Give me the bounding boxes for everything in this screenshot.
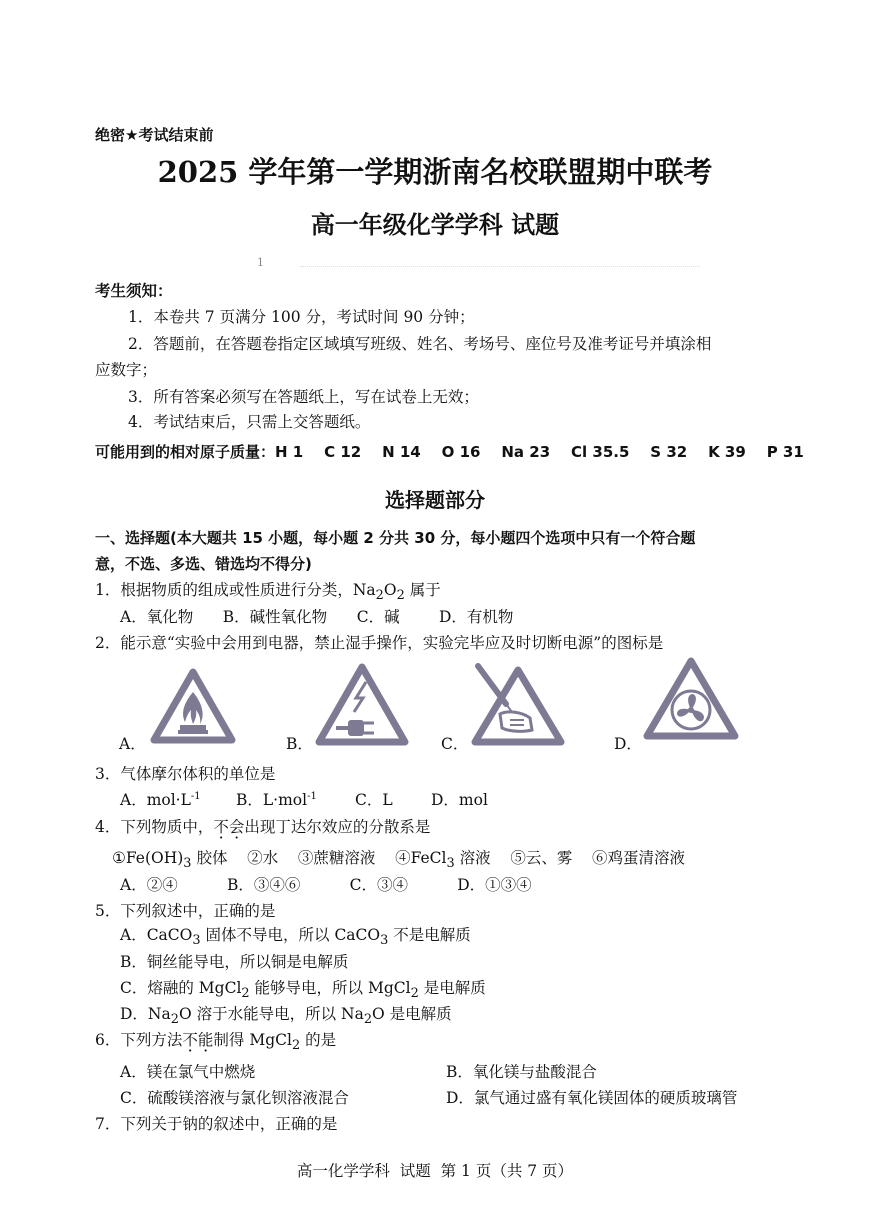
- question-1-options: A．氧化物 B．碱性氧化物 C．碱 D．有机物: [120, 608, 514, 626]
- electric-plug-hazard-icon: [314, 662, 410, 748]
- question-6-option-d: D．氯气通过盛有氧化镁固体的硬质玻璃管: [446, 1089, 738, 1107]
- question-3-option-b: B．L·mol$^{-1}$: [236, 790, 317, 809]
- exhaust-fan-hazard-icon: [642, 656, 740, 742]
- question-3-option-d: D．mol: [431, 791, 488, 809]
- question-6-option-c: C．硫酸镁溶液与氯化钡溶液混合: [120, 1089, 349, 1107]
- tick-mark: 1: [257, 256, 264, 269]
- question-4-stem: 4．下列物质中，不会出现丁达尔效应的分散系是: [95, 818, 431, 836]
- page-footer: 高一化学学科 试题 第 1 页（共 7 页）: [296, 1162, 574, 1180]
- section-title: 选择题部分: [385, 488, 485, 512]
- question-2-label-b: B．: [286, 735, 313, 753]
- question-2-stem: 2．能示意“实验中会用到电器，禁止湿手操作，实验完毕应及时切断电源”的图标是: [95, 634, 664, 652]
- part1-heading-line1: 一、选择题(本大题共 15 小题，每小题 2 分共 30 分，每小题四个选项中只有一个符合题: [95, 529, 696, 547]
- notice-item-1: 1．本卷共 7 页满分 100 分，考试时间 90 分钟；: [128, 308, 475, 326]
- question-4-options: A．②④ B．③④⑥ C．③④ D．①③④: [120, 876, 532, 894]
- question-3-option-c: C．L: [355, 791, 393, 809]
- question-3-stem: 3．气体摩尔体积的单位是: [95, 765, 276, 783]
- question-6-option-a: A．镁在氯气中燃烧: [120, 1063, 256, 1081]
- sharp-object-hazard-icon: [470, 662, 566, 748]
- flame-hazard-icon: [150, 668, 236, 746]
- atomic-masses: 可能用到的相对原子质量：H 1 C 12 N 14 O 16 Na 23 Cl 35.5 S 32 K 39 P 31: [95, 443, 804, 461]
- question-2-label-a: A．: [119, 735, 146, 753]
- question-6-stem: 6．下列方法不能制得 MgCl$_2$ 的是: [95, 1031, 337, 1054]
- question-5-option-b: B．铜丝能导电，所以铜是电解质: [120, 953, 349, 971]
- question-1-stem: 1．根据物质的组成或性质进行分类，$Na_2O_2$ 属于: [95, 581, 441, 604]
- question-5-option-a: A．CaCO$_3$ 固体不导电，所以 CaCO$_3$ 不是电解质: [120, 926, 471, 949]
- notice-item-3: 3．所有答案必须写在答题纸上，写在试卷上无效；: [128, 388, 479, 406]
- notice-heading: 考生须知：: [95, 282, 173, 300]
- notice-item-2: 2．答题前，在答题卷指定区域填写班级、姓名、考场号、座位号及准考证号并填涂相: [128, 335, 712, 353]
- question-3-option-a: A．$mol\cdot L^{-1}$: [120, 790, 201, 809]
- exam-subtitle: 高一年级化学学科 试题: [310, 210, 560, 239]
- confidential-mark: 绝密★考试结束前: [95, 126, 214, 144]
- question-6-option-b: B．氧化镁与盐酸混合: [446, 1063, 597, 1081]
- part1-heading-line2: 意，不选、多选、错选均不得分): [95, 555, 312, 573]
- question-5-stem: 5．下列叙述中，正确的是: [95, 902, 276, 920]
- question-2-label-d: D．: [614, 735, 642, 753]
- question-5-option-d: D．$Na_2O$ 溶于水能导电，所以 $Na_2O$ 是电解质: [120, 1005, 452, 1028]
- question-7-stem: 7．下列关于钠的叙述中，正确的是: [95, 1115, 338, 1133]
- notice-item-4: 4．考试结束后，只需上交答题纸。: [128, 413, 371, 431]
- question-2-label-c: C．: [441, 735, 469, 753]
- notice-item-2-cont: 应数字；: [95, 361, 158, 379]
- question-5-option-c: C．熔融的 MgCl$_2$ 能够导电，所以 MgCl$_2$ 是电解质: [120, 979, 486, 1002]
- exam-title: 2025 学年第一学期浙南名校联盟期中联考: [157, 155, 713, 189]
- faint-divider: [300, 266, 700, 267]
- question-4-items: $①Fe(OH)_3$ 胶体 ②水 ③蔗糖溶液 ④FeCl$_3$ 溶液 ⑤云、雾 ⑥鸡蛋清溶液: [112, 849, 686, 872]
